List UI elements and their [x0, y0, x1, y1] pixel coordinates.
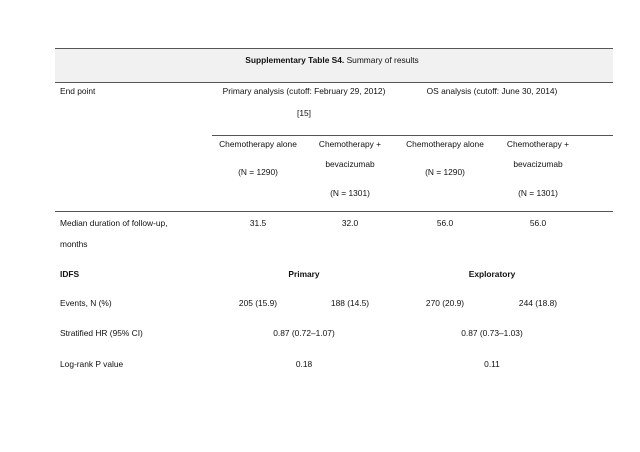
followup-value: 31.5: [249, 218, 267, 228]
logrank-label: Log-rank P value: [60, 359, 124, 369]
followup-value: 32.0: [341, 218, 359, 228]
table-title-text: Summary of results: [344, 55, 419, 65]
arm-os-bev-label-2: bevacizumab: [513, 159, 563, 169]
followup-label-2: months: [60, 239, 88, 249]
arm-primary-bev-n: (N = 1301): [330, 188, 370, 198]
end-point-header: End point: [60, 86, 96, 96]
events-value: 205 (15.9): [238, 298, 278, 308]
events-value: 270 (20.9): [425, 298, 465, 308]
events-label: Events, N (%): [60, 298, 112, 308]
idfs-exploratory-label: Exploratory: [468, 269, 516, 279]
arm-primary-bev-label: Chemotherapy +: [318, 139, 382, 149]
primary-analysis-reference: [15]: [297, 108, 311, 118]
events-value: 188 (14.5): [330, 298, 370, 308]
hr-os-value: 0.87 (0.73–1.03): [461, 328, 523, 338]
idfs-primary-label: Primary: [288, 269, 320, 279]
table-title-label: Supplementary Table S4.: [245, 55, 345, 65]
arm-os-chemo-label: Chemotherapy alone: [406, 139, 484, 149]
followup-value: 56.0: [436, 218, 454, 228]
events-value: 244 (18.8): [518, 298, 558, 308]
title-rule: [55, 82, 613, 83]
arm-header-rule: [212, 135, 613, 136]
logrank-os-value: 0.11: [484, 359, 500, 369]
followup-label: Median duration of follow-up,: [60, 218, 168, 228]
idfs-label: IDFS: [60, 269, 80, 279]
arm-primary-bev-label-2: bevacizumab: [325, 159, 375, 169]
top-rule: [55, 48, 613, 49]
hr-primary-value: 0.87 (0.72–1.07): [273, 328, 335, 338]
hr-label: Stratified HR (95% CI): [60, 328, 143, 338]
os-analysis-header: OS analysis (cutoff: June 30, 2014): [426, 86, 558, 96]
arm-os-bev-label: Chemotherapy +: [506, 139, 570, 149]
arm-primary-chemo-n: (N = 1290): [238, 167, 278, 177]
table-title: [245, 56, 418, 64]
primary-analysis-header: Primary analysis (cutoff: February 29, 2012): [222, 86, 386, 96]
arm-primary-chemo-label: Chemotherapy alone: [219, 139, 297, 149]
header-bottom-rule: [55, 211, 613, 212]
followup-value: 56.0: [529, 218, 547, 228]
title-band: [55, 48, 613, 82]
arm-os-bev-n: (N = 1301): [518, 188, 558, 198]
logrank-primary-value: 0.18: [295, 359, 313, 369]
arm-os-chemo-n: (N = 1290): [425, 167, 465, 177]
